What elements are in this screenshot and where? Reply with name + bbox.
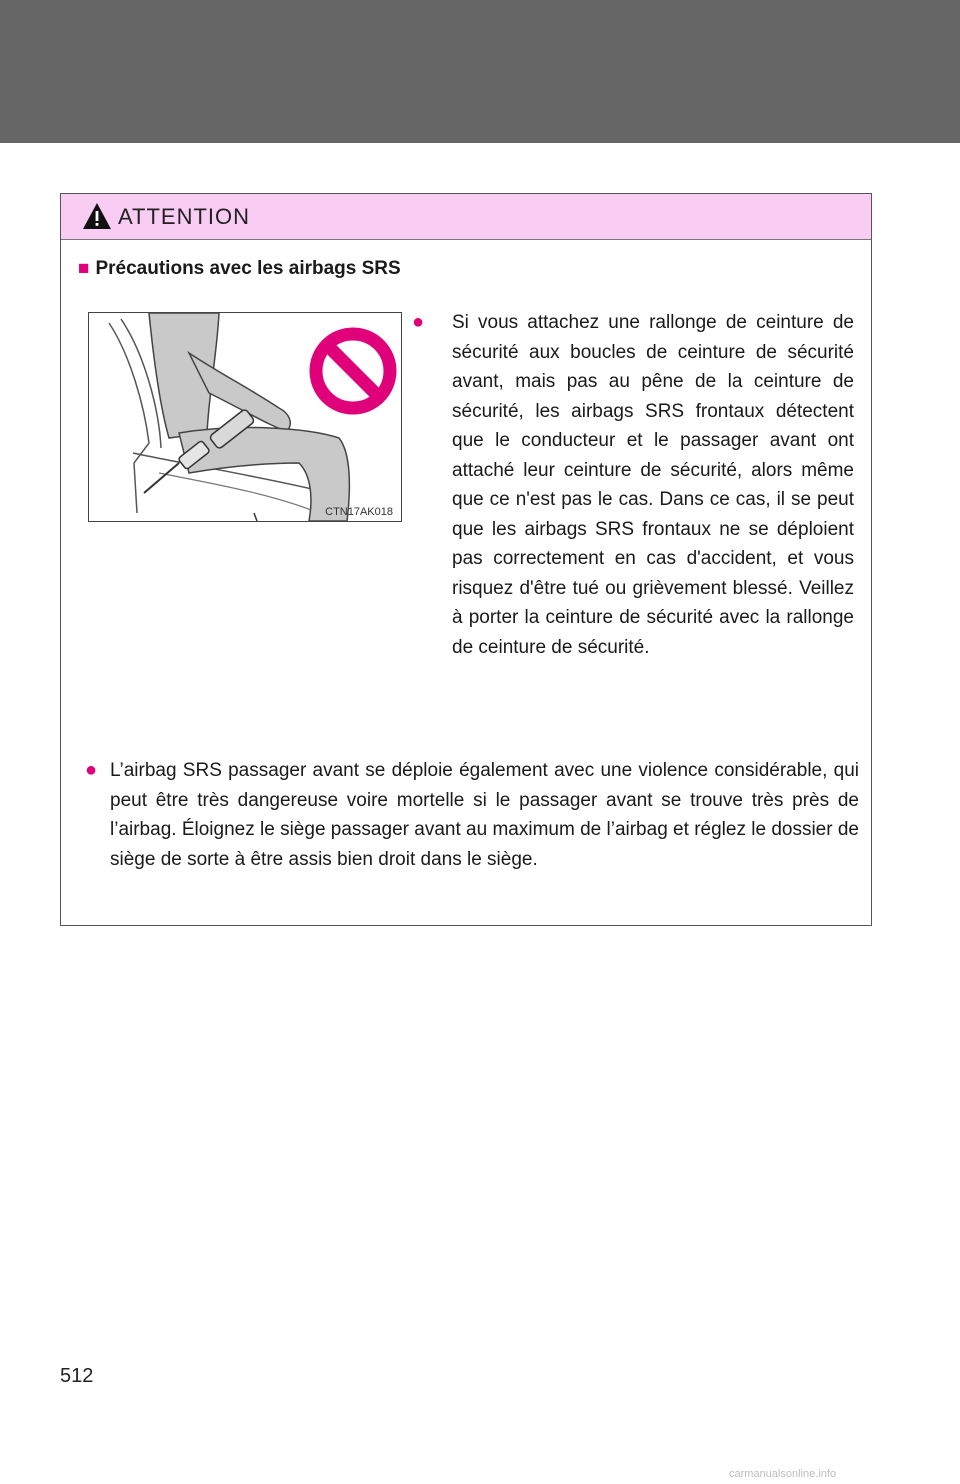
seatbelt-illustration (88, 312, 402, 522)
bullet-text: L’airbag SRS passager avant se déploie également avec une violence considérable, qui peut être très dangereuse voire mortelle si le passager avant se trouve très près de l’airbag. Éloignez le siège passager avant au maximum de l’airbag et réglez le dossier de siège de sorte à être assis bien droit dans le siège. (110, 760, 859, 870)
warning-triangle-icon (82, 202, 112, 230)
section-marker: ■ (78, 258, 90, 279)
prohibition-icon (316, 334, 390, 408)
page-number: 512 (60, 1365, 94, 1387)
attention-header (61, 194, 871, 240)
bullet-item-extender (412, 308, 854, 662)
bullet-marker: ● (85, 759, 98, 781)
header-band (0, 0, 960, 143)
bullet-marker: ● (412, 311, 425, 333)
attention-label: ATTENTION (118, 204, 251, 229)
section-title-text: Précautions avec les airbags SRS (95, 258, 401, 279)
bullet-item-passenger-airbag (85, 756, 859, 874)
seatbelt-drawing (89, 313, 401, 521)
attention-box (60, 193, 872, 926)
figure-code: CTN17AK018 (325, 506, 393, 518)
section-title (78, 258, 401, 280)
bullet-text: Si vous attachez une rallonge de ceinture de sécurité aux boucles de ceinture de sécurité avant, mais pas au pêne de la ceinture de sécurité, les airbags SRS frontaux détectent que le conducteur et le passager avant ont attaché leur ceinture de sécurité, alors même que ce n'est pas le cas. Dans ce cas, il se peut que les airbags SRS frontaux ne se déploient pas correctement en cas d'accident, et vous risquez d'être tué ou grièvement blessé. Veillez à porter la ceinture de sécurité avec la rallonge de ceinture de sécurité. (452, 312, 854, 658)
watermark: carmanualsonline.info (729, 1468, 837, 1480)
